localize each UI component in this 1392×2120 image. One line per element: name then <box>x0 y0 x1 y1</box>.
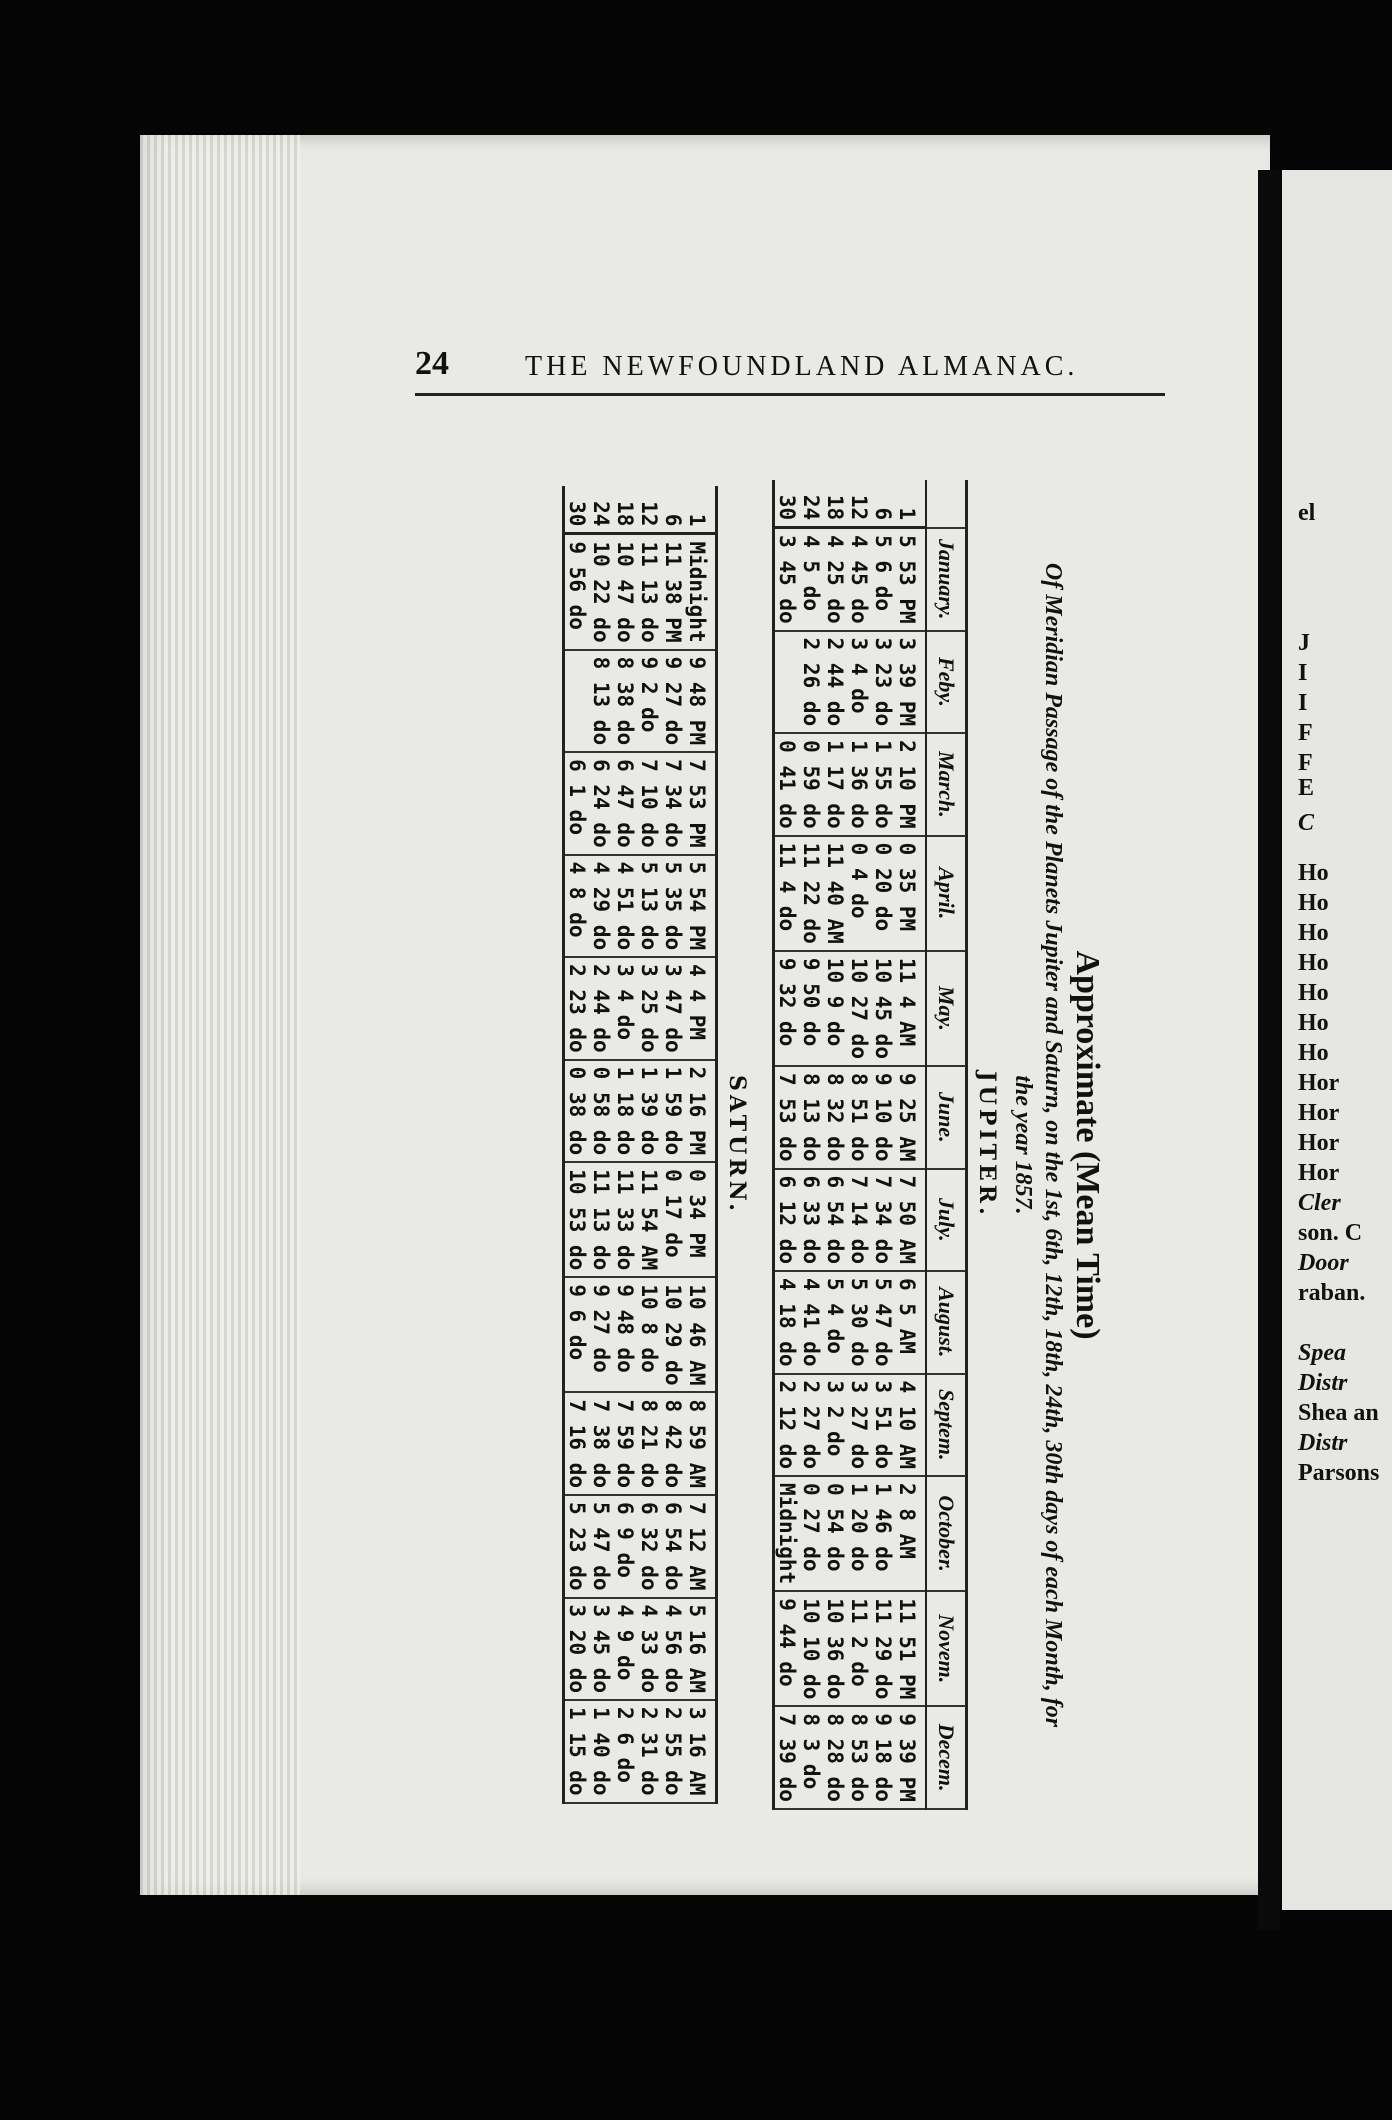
jupiter-time-cell: 4 45 do <box>847 528 871 631</box>
facing-page-text: Ho <box>1298 1040 1329 1066</box>
jupiter-row <box>871 480 895 1809</box>
jupiter-time-cell: 3 4 do <box>847 631 871 734</box>
month-header: May. <box>926 951 967 1066</box>
saturn-time-cell: 10 46 AM <box>685 1277 717 1392</box>
table-heading <box>1008 420 1106 1870</box>
jupiter-time-cell <box>774 631 800 734</box>
jupiter-time-cell: 0 35 PM <box>895 836 926 951</box>
facing-page-text: Cler <box>1298 1190 1341 1216</box>
day-cell: 30 <box>564 486 590 534</box>
jupiter-time-cell: 9 25 AM <box>895 1066 926 1169</box>
saturn-row <box>613 486 637 1802</box>
heading-subtitle: Of Meridian Passage of the Planets Jupiter and Saturn, on the 1st, 6th, 12th, 18th, 24th, 30th days of each Month, for the year 1857. <box>1010 562 1066 1728</box>
almanac-title: THE NEWFOUNDLAND ALMANAC. <box>525 351 1079 382</box>
facing-page-text: I <box>1298 690 1308 716</box>
saturn-time-cell: 2 16 PM <box>685 1060 717 1163</box>
facing-page-text: J <box>1298 630 1310 656</box>
jupiter-time-cell: 10 45 do <box>871 951 895 1066</box>
jupiter-time-cell: 3 2 do <box>823 1374 847 1477</box>
jupiter-time-cell: 9 32 do <box>774 951 800 1066</box>
saturn-time-cell: Midnight <box>685 534 717 650</box>
saturn-time-cell: 5 23 do <box>564 1495 590 1598</box>
jupiter-time-cell: 11 22 do <box>799 836 823 951</box>
jupiter-time-cell: 5 30 do <box>847 1271 871 1374</box>
day-cell: 6 <box>661 486 685 534</box>
day-cell: 24 <box>799 480 823 528</box>
jupiter-time-cell: 9 44 do <box>774 1591 800 1706</box>
saturn-time-cell: 3 4 do <box>613 957 637 1060</box>
jupiter-time-cell: 11 4 AM <box>895 951 926 1066</box>
saturn-time-cell: 5 54 PM <box>685 855 717 958</box>
jupiter-time-cell: 11 40 AM <box>823 836 847 951</box>
month-header: March. <box>926 733 967 836</box>
saturn-time-cell: 10 22 do <box>589 534 613 650</box>
facing-page-text: son. C <box>1298 1220 1363 1246</box>
facing-page-text: Distr <box>1298 1370 1348 1396</box>
jupiter-time-cell: 8 13 do <box>799 1066 823 1169</box>
saturn-time-cell: 5 13 do <box>637 855 661 958</box>
jupiter-time-cell: 3 45 do <box>774 528 800 631</box>
saturn-time-cell: 3 25 do <box>637 957 661 1060</box>
jupiter-time-cell: 6 5 AM <box>895 1271 926 1374</box>
jupiter-time-cell: 8 53 do <box>847 1706 871 1809</box>
running-head <box>415 345 1165 396</box>
saturn-time-cell: 9 6 do <box>564 1277 590 1392</box>
saturn-time-cell: 4 33 do <box>637 1598 661 1701</box>
saturn-time-cell: 3 45 do <box>589 1598 613 1701</box>
saturn-time-cell: 7 53 PM <box>685 752 717 855</box>
facing-page-text: el <box>1298 500 1316 526</box>
saturn-time-cell: 7 34 do <box>661 752 685 855</box>
saturn-row <box>589 486 613 1802</box>
saturn-time-cell: 1 40 do <box>589 1700 613 1803</box>
day-cell: 18 <box>613 486 637 534</box>
jupiter-time-cell: 9 18 do <box>871 1706 895 1809</box>
jupiter-time-cell: 4 5 do <box>799 528 823 631</box>
jupiter-time-cell: 3 23 do <box>871 631 895 734</box>
month-header: April. <box>926 836 967 951</box>
saturn-row <box>685 486 717 1802</box>
month-header: August. <box>926 1271 967 1374</box>
jupiter-time-cell: 5 53 PM <box>895 528 926 631</box>
jupiter-time-cell: 3 51 do <box>871 1374 895 1477</box>
jupiter-time-cell: 2 8 AM <box>895 1476 926 1591</box>
jupiter-time-cell: 4 10 AM <box>895 1374 926 1477</box>
facing-page-text: I <box>1298 660 1308 686</box>
month-header: Novem. <box>926 1591 967 1706</box>
saturn-time-cell: 5 16 AM <box>685 1598 717 1701</box>
jupiter-time-cell: 2 10 PM <box>895 733 926 836</box>
facing-page-text: raban. <box>1298 1280 1366 1306</box>
saturn-time-cell: 4 56 do <box>661 1598 685 1701</box>
saturn-time-cell: 6 32 do <box>637 1495 661 1598</box>
facing-page-text: Hor <box>1298 1130 1340 1156</box>
saturn-time-cell: 11 33 do <box>613 1162 637 1277</box>
jupiter-time-cell: 4 25 do <box>823 528 847 631</box>
saturn-time-cell: 6 24 do <box>589 752 613 855</box>
jupiter-time-cell: 1 36 do <box>847 733 871 836</box>
saturn-time-cell: 2 23 do <box>564 957 590 1060</box>
saturn-time-cell: 6 54 do <box>661 1495 685 1598</box>
jupiter-time-cell: 0 20 do <box>871 836 895 951</box>
jupiter-time-cell: 6 54 do <box>823 1169 847 1272</box>
jupiter-time-cell: 7 14 do <box>847 1169 871 1272</box>
month-header: July. <box>926 1169 967 1272</box>
book-gutter <box>1258 170 1280 1930</box>
saturn-time-cell: 6 47 do <box>613 752 637 855</box>
saturn-time-cell: 0 58 do <box>589 1060 613 1163</box>
saturn-time-cell: 1 39 do <box>637 1060 661 1163</box>
saturn-time-cell: 8 42 do <box>661 1392 685 1495</box>
facing-page-text: Parsons <box>1298 1460 1380 1486</box>
day-cell: 24 <box>589 486 613 534</box>
saturn-time-cell: 9 56 do <box>564 534 590 650</box>
jupiter-time-cell: 7 50 AM <box>895 1169 926 1272</box>
facing-page-text: Ho <box>1298 890 1329 916</box>
jupiter-time-cell: Midnight <box>774 1476 800 1591</box>
saturn-time-cell: 10 8 do <box>637 1277 661 1392</box>
jupiter-time-cell: 11 51 PM <box>895 1591 926 1706</box>
saturn-time-cell: 7 38 do <box>589 1392 613 1495</box>
saturn-time-cell: 9 48 do <box>613 1277 637 1392</box>
jupiter-time-cell: 8 32 do <box>823 1066 847 1169</box>
jupiter-time-cell: 8 51 do <box>847 1066 871 1169</box>
jupiter-time-cell: 10 9 do <box>823 951 847 1066</box>
saturn-time-cell: 11 54 AM <box>637 1162 661 1277</box>
jupiter-time-cell: 4 18 do <box>774 1271 800 1374</box>
saturn-time-cell: 4 4 PM <box>685 957 717 1060</box>
saturn-time-cell: 11 13 do <box>589 1162 613 1277</box>
saturn-time-cell: 8 38 do <box>613 650 637 753</box>
saturn-table <box>562 486 718 1803</box>
saturn-time-cell: 1 18 do <box>613 1060 637 1163</box>
facing-page-text: Ho <box>1298 980 1329 1006</box>
day-cell: 12 <box>847 480 871 528</box>
jupiter-row <box>895 480 926 1809</box>
jupiter-row <box>823 480 847 1809</box>
jupiter-label: JUPITER. <box>974 1071 1000 1219</box>
jupiter-time-cell: 1 17 do <box>823 733 847 836</box>
facing-page-text: Distr <box>1298 1430 1348 1456</box>
facing-page-text: Spea <box>1298 1340 1346 1366</box>
jupiter-time-cell: 11 29 do <box>871 1591 895 1706</box>
facing-page-text: C <box>1298 810 1315 836</box>
saturn-time-cell: 6 9 do <box>613 1495 637 1598</box>
jupiter-time-cell: 0 41 do <box>774 733 800 836</box>
jupiter-time-cell: 9 39 PM <box>895 1706 926 1809</box>
facing-page <box>1282 170 1392 1910</box>
jupiter-time-cell: 9 10 do <box>871 1066 895 1169</box>
month-header: January. <box>926 528 967 631</box>
saturn-time-cell: 4 9 do <box>613 1598 637 1701</box>
page-number: 24 <box>415 345 449 382</box>
saturn-time-cell: 0 34 PM <box>685 1162 717 1277</box>
jupiter-time-cell: 8 28 do <box>823 1706 847 1809</box>
jupiter-time-cell: 0 4 do <box>847 836 871 951</box>
jupiter-row <box>847 480 871 1809</box>
jupiter-time-cell: 11 4 do <box>774 836 800 951</box>
facing-page-text: Shea an <box>1298 1400 1379 1426</box>
jupiter-time-cell: 6 12 do <box>774 1169 800 1272</box>
jupiter-row <box>774 480 800 1809</box>
jupiter-time-cell: 1 46 do <box>871 1476 895 1591</box>
month-header: Feby. <box>926 631 967 734</box>
saturn-time-cell: 11 38 PM <box>661 534 685 650</box>
saturn-time-cell: 5 47 do <box>589 1495 613 1598</box>
facing-page-text: Hor <box>1298 1070 1340 1096</box>
jupiter-time-cell: 7 34 do <box>871 1169 895 1272</box>
heading-title: Approximate (Mean Time) <box>1069 950 1106 1340</box>
saturn-row <box>564 486 590 1802</box>
jupiter-time-cell: 7 53 do <box>774 1066 800 1169</box>
jupiter-row <box>799 480 823 1809</box>
saturn-row <box>661 486 685 1802</box>
jupiter-time-cell: 6 33 do <box>799 1169 823 1272</box>
saturn-time-cell: 3 47 do <box>661 957 685 1060</box>
jupiter-time-cell: 0 27 do <box>799 1476 823 1591</box>
saturn-time-cell: 7 10 do <box>637 752 661 855</box>
page-edge <box>140 135 300 1895</box>
saturn-time-cell: 9 27 do <box>661 650 685 753</box>
saturn-time-cell: 5 35 do <box>661 855 685 958</box>
saturn-time-cell: 0 17 do <box>661 1162 685 1277</box>
jupiter-time-cell: 7 39 do <box>774 1706 800 1809</box>
saturn-time-cell: 0 38 do <box>564 1060 590 1163</box>
saturn-time-cell: 10 29 do <box>661 1277 685 1392</box>
saturn-time-cell: 9 2 do <box>637 650 661 753</box>
saturn-time-cell: 9 48 PM <box>685 650 717 753</box>
jupiter-table <box>772 480 968 1810</box>
saturn-time-cell: 7 59 do <box>613 1392 637 1495</box>
month-header: June. <box>926 1066 967 1169</box>
day-cell: 30 <box>774 480 800 528</box>
jupiter-time-cell: 8 3 do <box>799 1706 823 1809</box>
saturn-time-cell: 7 12 AM <box>685 1495 717 1598</box>
saturn-time-cell: 2 44 do <box>589 957 613 1060</box>
saturn-time-cell: 6 1 do <box>564 752 590 855</box>
jupiter-time-cell: 1 55 do <box>871 733 895 836</box>
jupiter-time-cell: 10 36 do <box>823 1591 847 1706</box>
jupiter-time-cell: 5 4 do <box>823 1271 847 1374</box>
jupiter-time-cell: 1 20 do <box>847 1476 871 1591</box>
saturn-time-cell: 8 21 do <box>637 1392 661 1495</box>
saturn-time-cell: 8 59 AM <box>685 1392 717 1495</box>
facing-page-text: F <box>1298 720 1313 746</box>
day-cell: 1 <box>685 486 717 534</box>
facing-page-text: Hor <box>1298 1100 1340 1126</box>
saturn-time-cell: 2 31 do <box>637 1700 661 1803</box>
month-header: Septem. <box>926 1374 967 1477</box>
saturn-time-cell: 7 16 do <box>564 1392 590 1495</box>
facing-page-text: F <box>1298 750 1313 776</box>
saturn-time-cell: 10 53 do <box>564 1162 590 1277</box>
facing-page-text: Ho <box>1298 920 1329 946</box>
jupiter-time-cell: 2 27 do <box>799 1374 823 1477</box>
saturn-row <box>637 486 661 1802</box>
facing-page-text: Ho <box>1298 860 1329 886</box>
saturn-time-cell <box>564 650 590 753</box>
facing-page-text: Hor <box>1298 1160 1340 1186</box>
saturn-time-cell: 10 47 do <box>613 534 637 650</box>
saturn-time-cell: 2 55 do <box>661 1700 685 1803</box>
saturn-time-cell: 2 6 do <box>613 1700 637 1803</box>
jupiter-time-cell: 9 50 do <box>799 951 823 1066</box>
jupiter-time-cell: 0 59 do <box>799 733 823 836</box>
facing-page-text: Door <box>1298 1250 1349 1276</box>
saturn-time-cell: 1 59 do <box>661 1060 685 1163</box>
jupiter-time-cell: 2 26 do <box>799 631 823 734</box>
rotated-table-block <box>410 420 1110 1870</box>
jupiter-time-cell: 11 2 do <box>847 1591 871 1706</box>
day-cell: 1 <box>895 480 926 528</box>
jupiter-time-cell: 5 6 do <box>871 528 895 631</box>
month-header: Decem. <box>926 1706 967 1809</box>
saturn-label: SATURN. <box>724 1075 750 1215</box>
saturn-time-cell: 3 16 AM <box>685 1700 717 1803</box>
facing-page-text: Ho <box>1298 950 1329 976</box>
saturn-time-cell: 4 51 do <box>613 855 637 958</box>
jupiter-time-cell: 5 47 do <box>871 1271 895 1374</box>
saturn-time-cell: 1 15 do <box>564 1700 590 1803</box>
saturn-time-cell: 4 29 do <box>589 855 613 958</box>
day-cell: 6 <box>871 480 895 528</box>
jupiter-time-cell: 3 39 PM <box>895 631 926 734</box>
day-cell: 12 <box>637 486 661 534</box>
day-cell: 18 <box>823 480 847 528</box>
month-header: October. <box>926 1476 967 1591</box>
saturn-time-cell: 11 13 do <box>637 534 661 650</box>
facing-page-text: Ho <box>1298 1010 1329 1036</box>
jupiter-time-cell: 10 10 do <box>799 1591 823 1706</box>
jupiter-time-cell: 10 27 do <box>847 951 871 1066</box>
jupiter-time-cell: 4 41 do <box>799 1271 823 1374</box>
jupiter-time-cell: 0 54 do <box>823 1476 847 1591</box>
day-column-header <box>926 480 967 528</box>
saturn-time-cell: 8 13 do <box>589 650 613 753</box>
jupiter-time-cell: 3 27 do <box>847 1374 871 1477</box>
jupiter-time-cell: 2 44 do <box>823 631 847 734</box>
jupiter-time-cell: 2 12 do <box>774 1374 800 1477</box>
saturn-time-cell: 4 8 do <box>564 855 590 958</box>
saturn-time-cell: 3 20 do <box>564 1598 590 1701</box>
saturn-time-cell: 9 27 do <box>589 1277 613 1392</box>
facing-page-text: E <box>1298 775 1315 801</box>
